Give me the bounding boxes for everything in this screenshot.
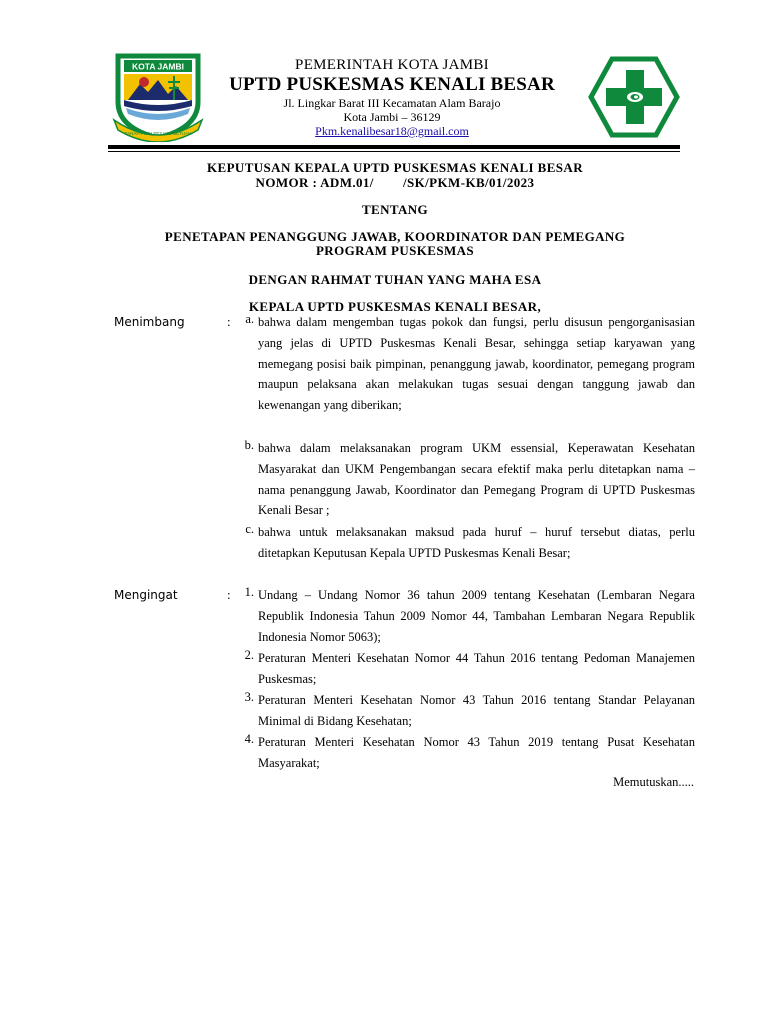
subject-line-1: PENETAPAN PENANGGUNG JAWAB, KOORDINATOR DAN PEMEGANG	[164, 229, 626, 244]
mengingat-item-1	[258, 585, 695, 647]
menimbang-item-text: bahwa untuk melaksanakan maksud pada huruf – huruf tersebut diatas, perlu ditetapkan Keputusan Kepala UPTD Puskesmas Kenali Besar;	[258, 525, 695, 560]
menimbang-item-text: bahwa dalam mengemban tugas pokok dan fungsi, perlu disusun pengorganisasian yang jelas di UPTD Puskesmas Kenali Besar, sehingga setiap karyawan yang memegang posisi baik pimpinan, penanggung jawab, koordinator, pemegang program maupun pelaksana akan melakukan tugas sesuai dengan tanggung jawab dan kewenangan yang diberikan;	[258, 315, 695, 413]
mengingat-marker-3: 3.	[244, 690, 254, 704]
mengingat-item-text: Undang – Undang Nomor 36 tahun 2009 tentang Kesehatan (Lembaran Negara Republik Indonesia Tahun 2009 Nomor 44, Tambahan Lembaran Negara Republik Indonesia Nomor 5063);	[258, 588, 695, 644]
emblem-city-text: KOTA JAMBI	[132, 61, 184, 72]
address-line-1: Jl. Lingkar Barat III Kecamatan Alam Barajo	[283, 96, 501, 110]
subject-heading	[110, 230, 680, 258]
head-heading: KEPALA UPTD PUSKESMAS KENALI BESAR,	[248, 299, 542, 314]
decree-title: KEPUTUSAN KEPALA UPTD PUSKESMAS KENALI BESAR	[206, 160, 583, 175]
government-name: PEMERINTAH KOTA JAMBI	[295, 57, 489, 73]
menimbang-item-text: bahwa dalam melaksanakan program UKM essensial, Keperawatan Kesehatan Masyarakat dan UKM Pengembangan secara efektif maka perlu ditetapkan nama – nama penanggung Jawab, Koordinator dan Pemegang Program di UPTD Puskesmas Kenali Besar ;	[258, 441, 695, 518]
menimbang-item-a	[258, 312, 695, 416]
mengingat-colon: :	[227, 587, 231, 602]
letterhead	[200, 56, 584, 139]
menimbang-marker-c: c.	[245, 522, 254, 536]
subject-line-2: PROGRAM PUSKESMAS	[315, 243, 475, 258]
letterhead-rule-thin	[108, 151, 680, 152]
mengingat-item-2	[258, 648, 695, 690]
mengingat-item-4	[258, 732, 695, 774]
mengingat-item-3	[258, 690, 695, 732]
kota-jambi-emblem-icon	[110, 50, 206, 142]
institution-name: UPTD PUSKESMAS KENALI BESAR	[229, 74, 555, 95]
mengingat-marker-1: 1.	[244, 585, 254, 599]
puskesmas-logo-icon	[588, 56, 680, 138]
mengingat-label: Mengingat	[114, 588, 178, 602]
mengingat-item-text: Peraturan Menteri Kesehatan Nomor 43 Tahun 2019 tentang Pusat Kesehatan Masyarakat;	[258, 735, 695, 770]
menimbang-marker-a: a.	[245, 312, 254, 326]
menimbang-marker-b: b.	[244, 438, 254, 452]
mengingat-item-text: Peraturan Menteri Kesehatan Nomor 44 Tahun 2016 tentang Pedoman Manajemen Puskesmas;	[258, 651, 695, 686]
decree-heading	[110, 160, 680, 190]
email-link[interactable]: Pkm.kenalibesar18@gmail.com	[315, 124, 469, 138]
menimbang-item-c	[258, 522, 695, 564]
mengingat-marker-2: 2.	[244, 648, 254, 662]
menimbang-colon: :	[227, 314, 231, 329]
about-heading: TENTANG	[361, 202, 429, 217]
decree-number: NOMOR : ADM.01/ /SK/PKM-KB/01/2023	[255, 175, 535, 190]
letterhead-rule-thick	[108, 145, 680, 149]
menimbang-item-b	[258, 438, 695, 521]
address-line-2: Kota Jambi – 36129	[343, 110, 441, 124]
emblem-motto-text: TANAH PILIH PESAKO BETUAH	[124, 131, 192, 136]
blessing-heading: DENGAN RAHMAT TUHAN YANG MAHA ESA	[248, 272, 542, 287]
mengingat-marker-4: 4.	[244, 732, 254, 746]
mengingat-item-text: Peraturan Menteri Kesehatan Nomor 43 Tahun 2016 tentang Standar Pelayanan Minimal di Bidang Kesehatan;	[258, 693, 695, 728]
closing-text: Memutuskan.....	[613, 775, 694, 789]
menimbang-label: Menimbang	[114, 315, 185, 329]
